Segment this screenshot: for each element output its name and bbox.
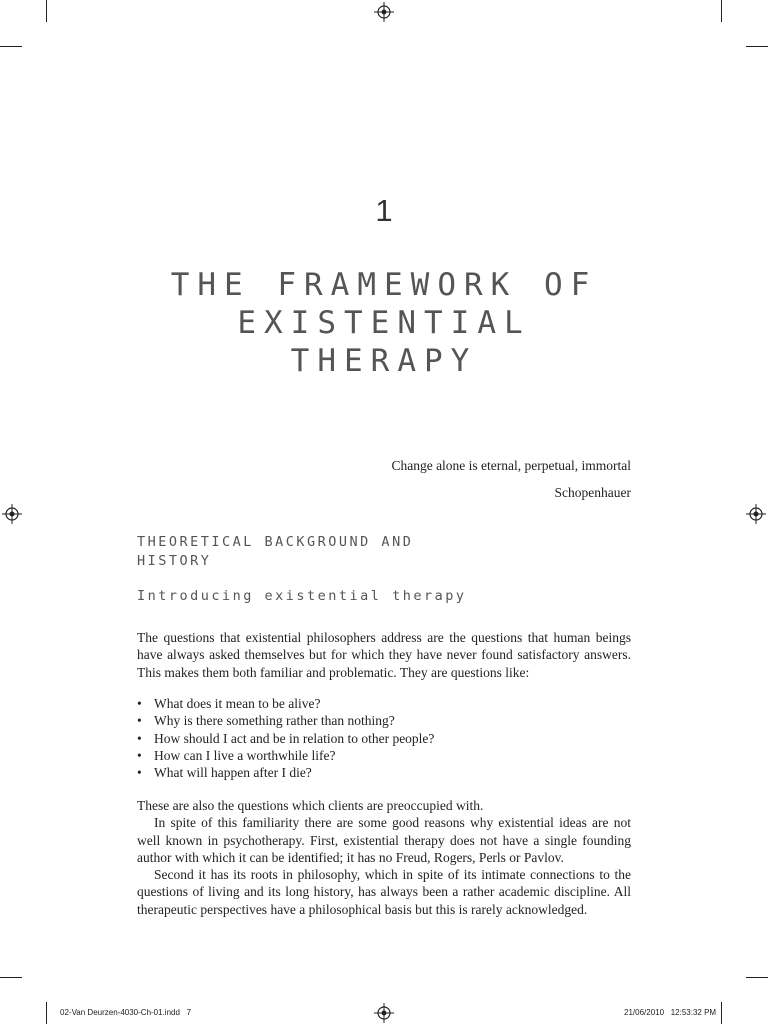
- crop-mark-bottom-left-horizontal: [0, 977, 22, 978]
- chapter-title: [84, 266, 684, 380]
- subheading: Introducing existential therapy: [137, 588, 467, 604]
- crop-mark-top-left-horizontal: [0, 46, 22, 47]
- list-item: • How should I act and be in relation to other people?: [137, 730, 631, 747]
- crop-mark-bottom-left-vertical: [46, 1002, 47, 1024]
- registration-mark-icon: [374, 2, 394, 22]
- crop-mark-top-right-vertical: [721, 0, 722, 22]
- epigraph-attribution: Schopenhauer: [554, 485, 631, 500]
- list-item: • What does it mean to be alive?: [137, 695, 631, 712]
- question-list: [137, 695, 631, 781]
- intro-paragraph: The questions that existential philosophers address are the questions that human beings have always asked themselves but for which they have never found satisfactory answers. This makes them both familiar and problematic. They are questions like:: [137, 630, 631, 680]
- list-item: • Why is there something rather than nothing?: [137, 712, 631, 729]
- body-paragraphs: [137, 797, 631, 918]
- registration-mark-icon: [746, 504, 766, 524]
- chapter-title-line: THE FRAMEWORK OF: [170, 267, 598, 303]
- chapter-number: 1: [375, 193, 393, 228]
- paragraph-second: Second it has its roots in philosophy, which in spite of its intimate connections to the questions of living and its long history, has always been a rather academic discipline. All therapeutic perspectives have a philosophical basis but this is rarely acknowledged.: [137, 867, 631, 917]
- slug-file: 02-Van Deurzen-4030-Ch-01.indd 7: [60, 1008, 192, 1017]
- crop-mark-top-left-vertical: [46, 0, 47, 22]
- slug-timestamp: 21/06/2010 12:53:32 PM: [624, 1008, 717, 1017]
- section-heading: [137, 533, 537, 571]
- paragraph-familiarity: In spite of this familiarity there are some good reasons why existential ideas are not well known in psychotherapy. First, existential therapy does not have a single founding author with which it can be identified; it has no Freud, Rogers, Perls or Pavlov.: [137, 815, 631, 865]
- crop-mark-bottom-right-vertical: [721, 1002, 722, 1024]
- chapter-title-line: THERAPY: [290, 343, 478, 379]
- section-heading-line: HISTORY: [137, 553, 212, 569]
- epigraph-quote: Change alone is eternal, perpetual, immortal: [391, 458, 631, 473]
- section-heading-line: THEORETICAL BACKGROUND AND: [137, 534, 414, 550]
- crop-mark-bottom-right-horizontal: [746, 977, 768, 978]
- registration-mark-icon: [374, 1003, 394, 1023]
- list-item: • What will happen after I die?: [137, 764, 631, 781]
- crop-mark-top-right-horizontal: [746, 46, 768, 47]
- paragraph-clients: These are also the questions which clients are preoccupied with.: [137, 798, 484, 813]
- registration-mark-icon: [2, 504, 22, 524]
- list-item: • How can I live a worthwhile life?: [137, 747, 631, 764]
- chapter-title-line: EXISTENTIAL: [237, 305, 531, 341]
